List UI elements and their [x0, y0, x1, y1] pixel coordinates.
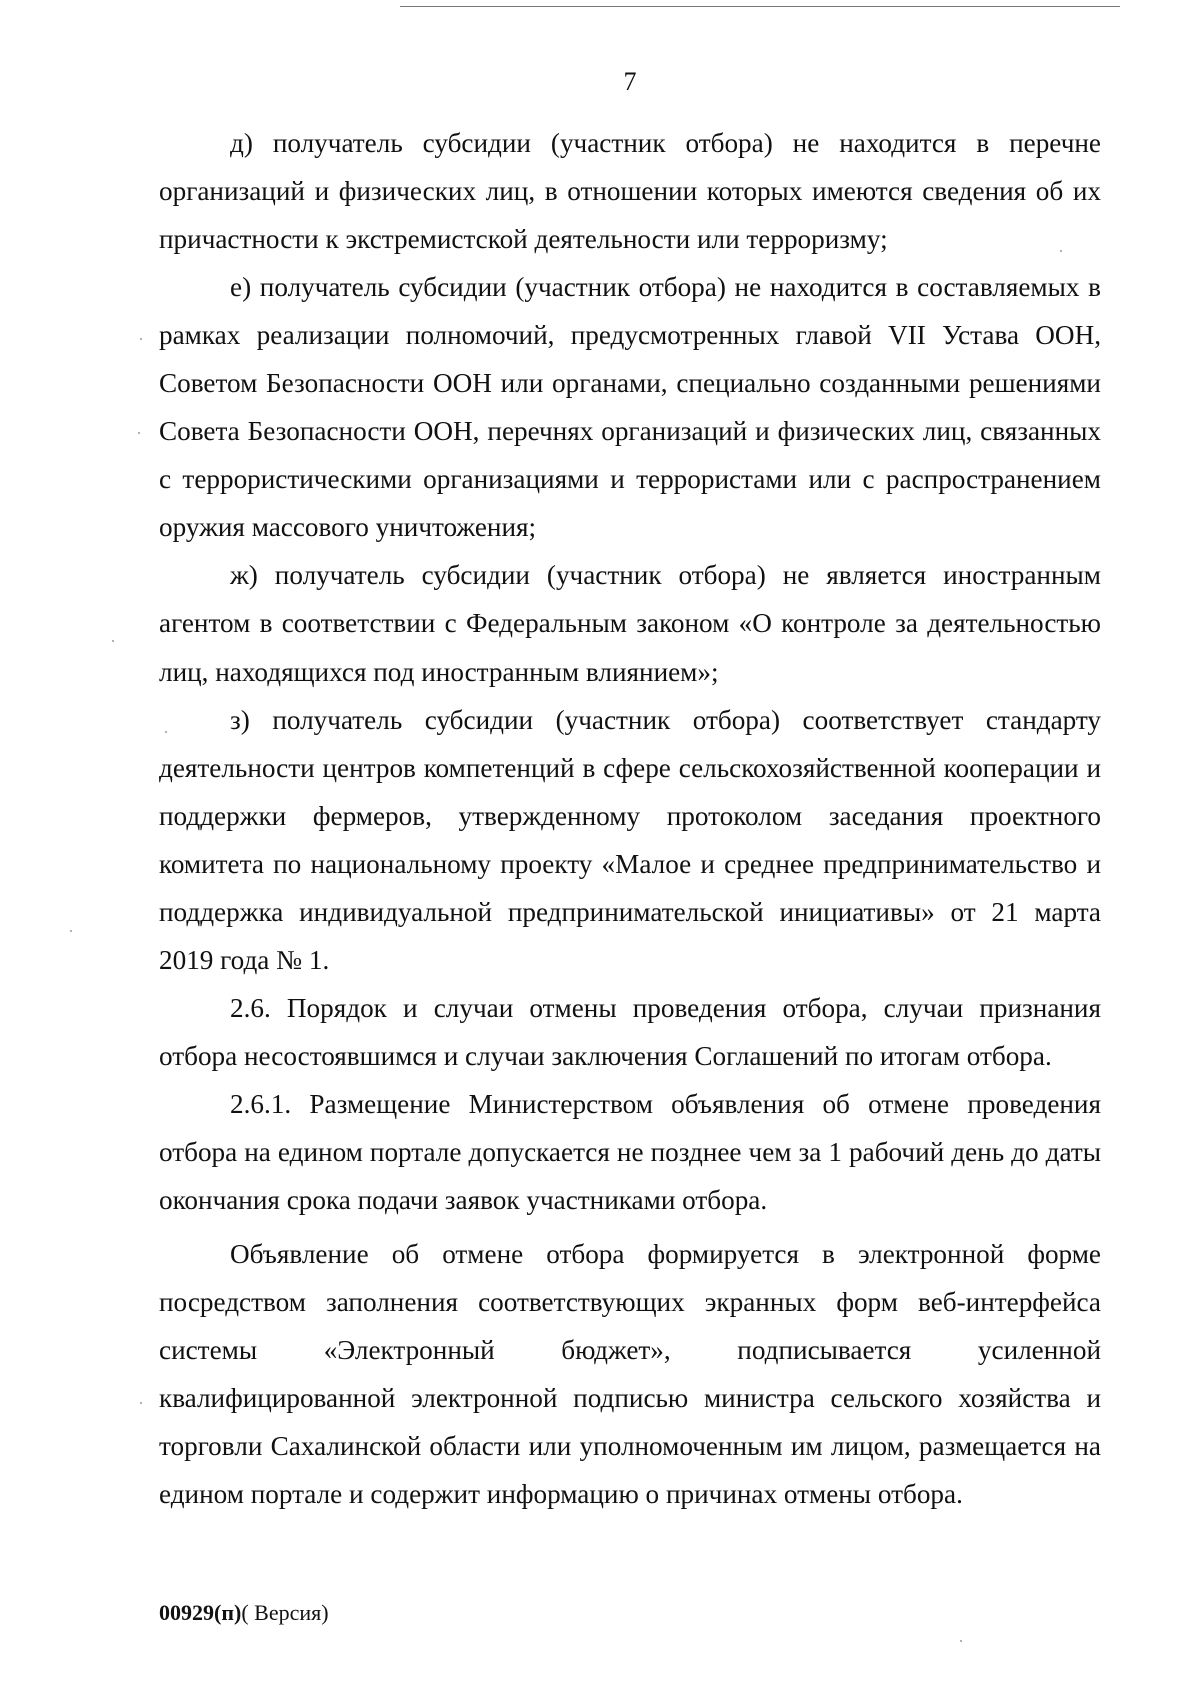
scan-speck — [112, 640, 114, 642]
paragraph-z: з) получатель субсидии (участник отбора) соответствует стандарту деятельности центров компетенций в сфере сельскохозяйственной кооперации и поддержки фермеров, утвержденному протоколом заседания проектного комитета по национальному проекту «Малое и среднее предпринимательство и поддержка индивидуальной предпринимательской инициативы» от 21 марта 2019 года № 1. — [159, 704, 1101, 975]
scan-speck — [140, 1402, 142, 1404]
page-number: 7 — [623, 67, 637, 96]
paragraph-announcement: Объявление об отмене отбора формируется в электронной форме посредством заполнения соответствующих экранных форм веб-интерфейса системы «Электронный бюджет», подписывается усиленной квалифицированной электронной подписью министра сельского хозяйства и торговли Сахалинской области или уполномоченным им лицом, размещается на едином портале и содержит информацию о причинах отмены отбора. — [159, 1239, 1101, 1510]
footer-version-label: ( Версия) — [241, 1600, 329, 1625]
paragraph-e: е) получатель субсидии (участник отбора) не находится в составляемых в рамках реализации полномочий, предусмотренных главой VII Устава ООН, Советом Безопасности ООН или органами, специально созданными решениями Совета Безопасности ООН, перечнях организаций и физических лиц, связанных с террористическими организациями и террористами или с распространением оружия массового уничтожения; — [159, 272, 1101, 543]
top-rule — [400, 6, 1120, 7]
scan-speck — [138, 432, 140, 434]
scan-speck — [70, 930, 72, 932]
document-body — [159, 119, 1101, 1518]
scan-speck — [960, 1640, 962, 1642]
footer-document-number: 00929(п) — [159, 1600, 242, 1625]
scan-speck — [1060, 250, 1062, 252]
paragraph-2-6: 2.6. Порядок и случаи отмены проведения отбора, случаи признания отбора несостоявшимся и случаи заключения Соглашений по итогам отбора. — [159, 992, 1101, 1071]
document-footer-code — [159, 1598, 329, 1628]
paragraph-d: д) получатель субсидии (участник отбора) не находится в перечне организаций и физических лиц, в отношении которых имеются сведения об их причастности к экстремистской деятельности или терроризму; — [159, 128, 1101, 255]
paragraph-zh: ж) получатель субсидии (участник отбора) не является иностранным агентом в соответствии с Федеральным законом «О контроле за деятельностью лиц, находящихся под иностранным влиянием»; — [159, 560, 1101, 687]
scan-speck — [165, 731, 167, 733]
paragraph-2-6-1: 2.6.1. Размещение Министерством объявления об отмене проведения отбора на едином портале допускается не позднее чем за 1 рабочий день до даты окончания срока подачи заявок участниками отбора. — [159, 1088, 1101, 1216]
scan-speck — [140, 338, 142, 340]
